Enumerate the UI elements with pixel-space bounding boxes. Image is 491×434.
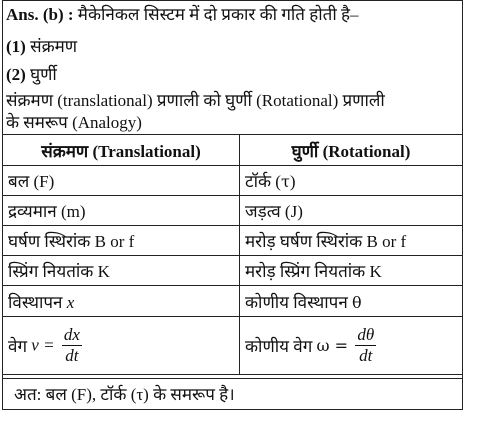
conclusion-row [2,378,463,410]
cell-angular-velocity [240,317,463,375]
answer-label: Ans. (b) : [6,5,74,24]
displacement-label: विस्थापन [8,292,67,312]
table-row [3,166,463,196]
angular-displacement-label: कोणीय विस्थापन [245,292,352,312]
tau-symbol: τ [280,172,290,191]
table-row [3,226,463,256]
angular-velocity-numerator: dθ [357,325,375,344]
conclusion-text: अत: बल (F), टॉर्क (τ) के समरूप है। [14,385,235,404]
velocity-fraction [62,325,82,366]
cell-inertia: जड़त्व (J) [240,196,463,226]
item-2-number: (2) [6,65,26,84]
intro-section [2,0,463,134]
x-symbol: x [66,292,75,312]
table-row [3,256,463,286]
angular-velocity-denominator: dt [359,346,373,365]
cell-torsional-spring: मरोड़ स्प्रिंग नियतांक K [240,256,463,286]
table-row [3,286,463,317]
item-1 [6,34,77,57]
cell-mass: द्रव्यमान (m) [3,196,240,226]
item-1-text: संक्रमण [25,37,78,56]
item-1-number: (1) [6,37,26,56]
paragraph-line-1: संक्रमण (translational) प्रणाली को घुर्णी (Rotational) प्रणाली [6,91,385,110]
answer-line [6,2,359,25]
cell-torsional-friction: मरोड़ घर्षण स्थिरांक B or f [240,226,463,256]
header-translational: संक्रमण (Translational) [3,135,240,166]
velocity-denominator: dt [65,346,79,365]
table-row [3,196,463,226]
angular-velocity-lhs: ω = [316,336,349,355]
angular-velocity-fraction [355,325,376,366]
item-2 [6,62,57,85]
header-rotational: घुर्णी (Rotational) [240,135,463,166]
cell-torque [240,166,463,196]
answer-text: मैकेनिकल सिस्टम में दो प्रकार की गति होती है– [73,5,359,24]
table-header-row [3,135,463,166]
torque-label: टॉर्क ( [245,172,281,191]
cell-friction: घर्षण स्थिरांक B or f [3,226,240,256]
torque-close: ) [289,172,296,191]
cell-displacement [3,286,240,317]
velocity-numerator: dx [63,325,80,344]
cell-spring: स्प्रिंग नियतांक K [3,256,240,286]
analogy-table [2,134,463,375]
item-2-text: घुर्णी [25,65,57,84]
velocity-lhs: v = [31,335,55,355]
paragraph-line-2: के समरूप (Analogy) [6,113,142,132]
table-row [3,317,463,375]
cell-velocity [3,317,240,375]
cell-angular-displacement [240,286,463,317]
cell-force: बल (F) [3,166,240,196]
velocity-label: वेग [8,337,32,356]
theta-symbol: θ [352,292,362,312]
angular-velocity-label: कोणीय वेग [245,337,317,356]
